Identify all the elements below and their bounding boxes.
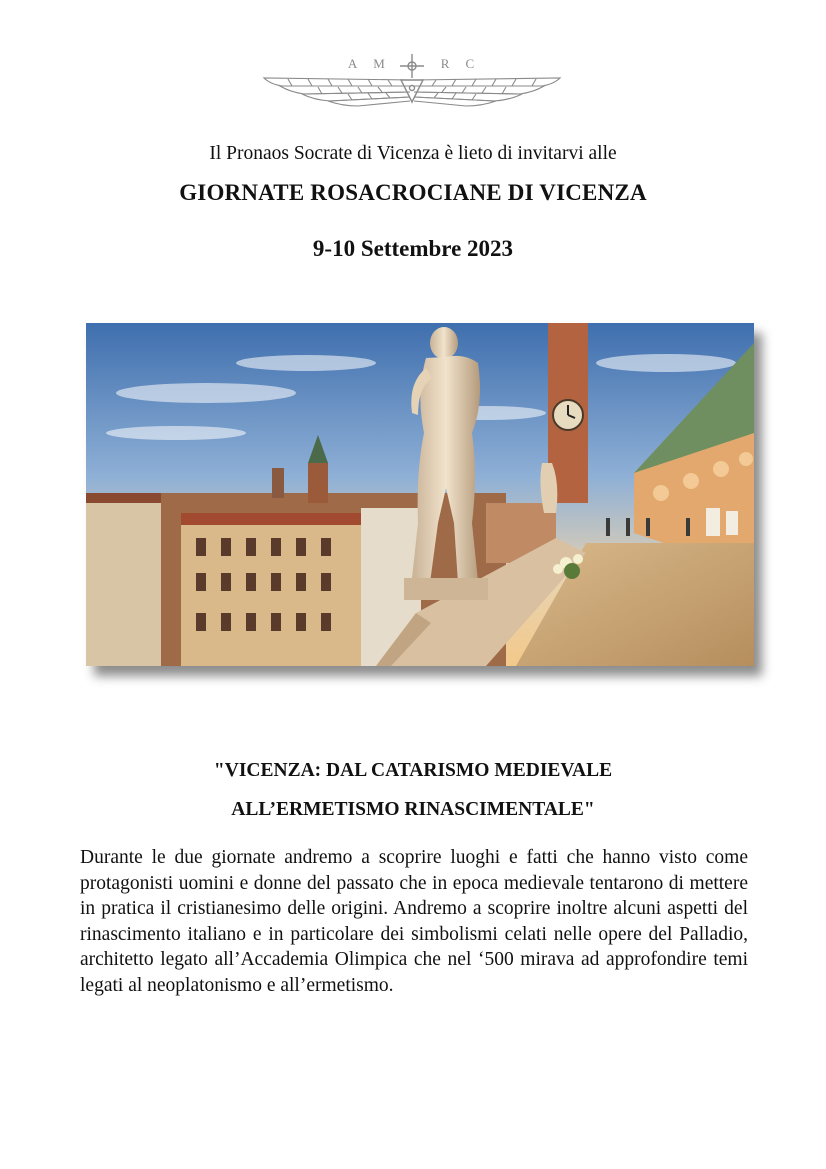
vicenza-rooftop-image — [86, 323, 754, 666]
logo-letter: A — [347, 56, 360, 71]
event-title: GIORNATE ROSACROCIANE DI VICENZA — [179, 180, 647, 205]
vicenza-photo — [86, 323, 754, 666]
logo-letter: R — [440, 56, 452, 71]
talk-title-line-1: "VICENZA: DAL CATARISMO MEDIEVALE — [213, 760, 613, 781]
talk-title-line-2: ALL’ERMETISMO RINASCIMENTALE" — [231, 799, 595, 820]
invitation-intro: Il Pronaos Socrate di Vicenza è lieto di invitarvi alle — [209, 143, 617, 164]
logo-letter: C — [465, 56, 477, 71]
event-description: Durante le due giornate andremo a scoprire luoghi e fatti che hanno visto come protagonisti uomini e donne del passato che in epoca medievale tentarono di mettere in pratica il cristianesimo delle origini. Andremo a scoprire inoltre alcuni aspetti del rinascimento italiano e in particolare dei simbolismi celati nelle opere del Palladio, architetto legato all’Accademia Olimpica che nel ‘500 mirava ad approfondire temi legati al neoplatonismo e all’ermetismo. — [80, 847, 748, 996]
amorc-logo — [262, 50, 562, 112]
event-date: 9-10 Settembre 2023 — [312, 236, 514, 261]
logo-letters — [262, 56, 562, 72]
logo-letter: M — [373, 56, 387, 71]
